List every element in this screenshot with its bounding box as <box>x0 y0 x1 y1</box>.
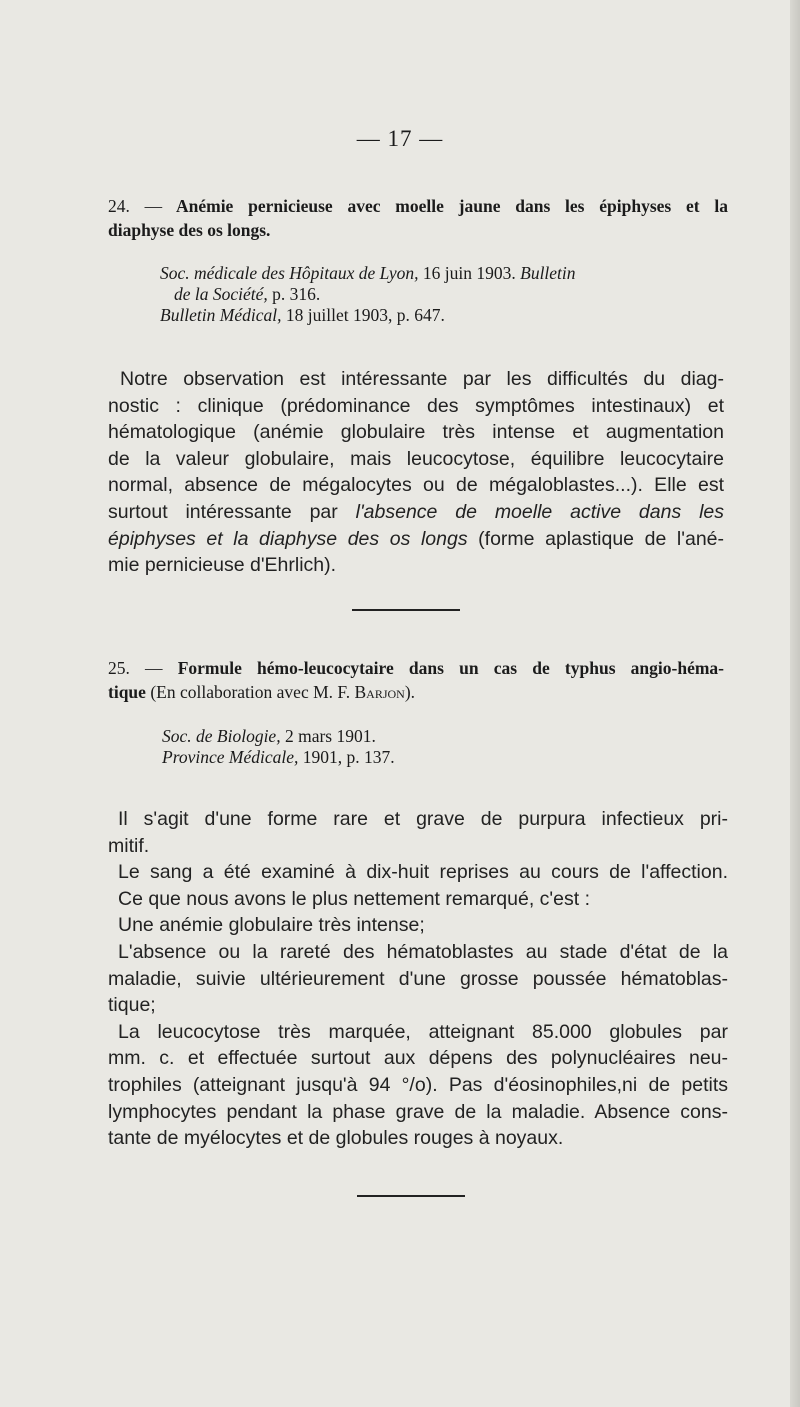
body-line: surtout intéressante par l'absence de moelle active dans les <box>108 500 724 523</box>
body-line: hématologique (anémie globulaire très intense et augmentation <box>108 421 724 444</box>
section-divider <box>357 1195 465 1197</box>
body-line: normal, absence de mégalocytes ou de mégaloblastes...). Elle est <box>108 474 724 497</box>
body-line: Ce que nous avons le plus nettement remarqué, c'est : <box>118 887 590 910</box>
entry-25-body <box>108 806 728 1152</box>
entry-25-title-line1: Formule hémo-leucocytaire dans un cas de typhus angio-héma- <box>177 658 724 678</box>
entry-24-ref-1: Soc. médicale des Hôpitaux de Lyon, 16 juin 1903. Bulletin <box>160 263 576 283</box>
body-line: tante de myélocytes et de globules rouges à noyaux. <box>108 1127 564 1150</box>
entry-24-title-line1: Anémie pernicieuse avec moelle jaune dans les épiphyses et la <box>175 196 728 216</box>
entry-24-number: 24. — <box>108 196 163 216</box>
body-line: Le sang a été examiné à dix-huit reprises au cours de l'affection. <box>118 861 728 884</box>
entry-25-ref-1: Soc. de Biologie, 2 mars 1901. <box>162 726 376 746</box>
body-line: épiphyses et la diaphyse des os longs (forme aplastique de l'ané- <box>108 527 725 550</box>
body-line: de la valeur globulaire, mais leucocytose, équilibre leucocytaire <box>108 447 724 470</box>
entry-25-collaboration: (En collaboration avec M. F. Barjon). <box>145 682 416 702</box>
entry-24-body <box>108 366 724 579</box>
body-line: mitif. <box>108 834 150 857</box>
page-edge-shadow <box>790 0 800 1407</box>
body-line: trophiles (atteignant jusqu'à 94 °/o). Pas d'éosinophiles,ni de petits <box>108 1073 728 1096</box>
entry-25-title <box>108 656 724 704</box>
entry-25-title-line2: tique <box>108 682 146 702</box>
body-line: nostic : clinique (prédominance des symptômes intestinaux) et <box>108 394 724 417</box>
entry-25-references <box>162 726 722 768</box>
body-line: La leucocytose très marquée, atteignant 85.000 globules par <box>118 1020 728 1043</box>
entry-24-references <box>160 263 730 326</box>
section-divider <box>352 609 460 611</box>
body-line: Il s'agit d'une forme rare et grave de purpura infectieux pri- <box>118 808 728 830</box>
entry-24-title-line2: diaphyse des os longs. <box>108 220 271 240</box>
body-line: lymphocytes pendant la phase grave de la maladie. Absence cons- <box>108 1100 728 1123</box>
body-line: mie pernicieuse d'Ehrlich). <box>108 554 337 577</box>
page-number: — 17 — <box>356 126 444 151</box>
body-line: mm. c. et effectuée surtout aux dépens des polynucléaires neu- <box>108 1047 728 1070</box>
entry-24-ref-3: Bulletin Médical, 18 juillet 1903, p. 647. <box>160 305 445 325</box>
body-line: maladie, suivie ultérieurement d'une grosse poussée hématoblas- <box>108 967 728 990</box>
entry-25-number: 25. — <box>108 658 163 678</box>
entry-24-ref-2: de la Société, p. 316. <box>174 284 321 304</box>
body-line: Une anémie globulaire très intense; <box>118 914 425 937</box>
body-line: Notre observation est intéressante par les difficultés du diag- <box>120 368 724 390</box>
entry-25-ref-2: Province Médicale, 1901, p. 137. <box>162 747 395 767</box>
entry-24-title <box>108 194 728 242</box>
body-line: L'absence ou la rareté des hématoblastes au stade d'état de la <box>118 940 728 963</box>
body-line: tique; <box>108 994 156 1017</box>
